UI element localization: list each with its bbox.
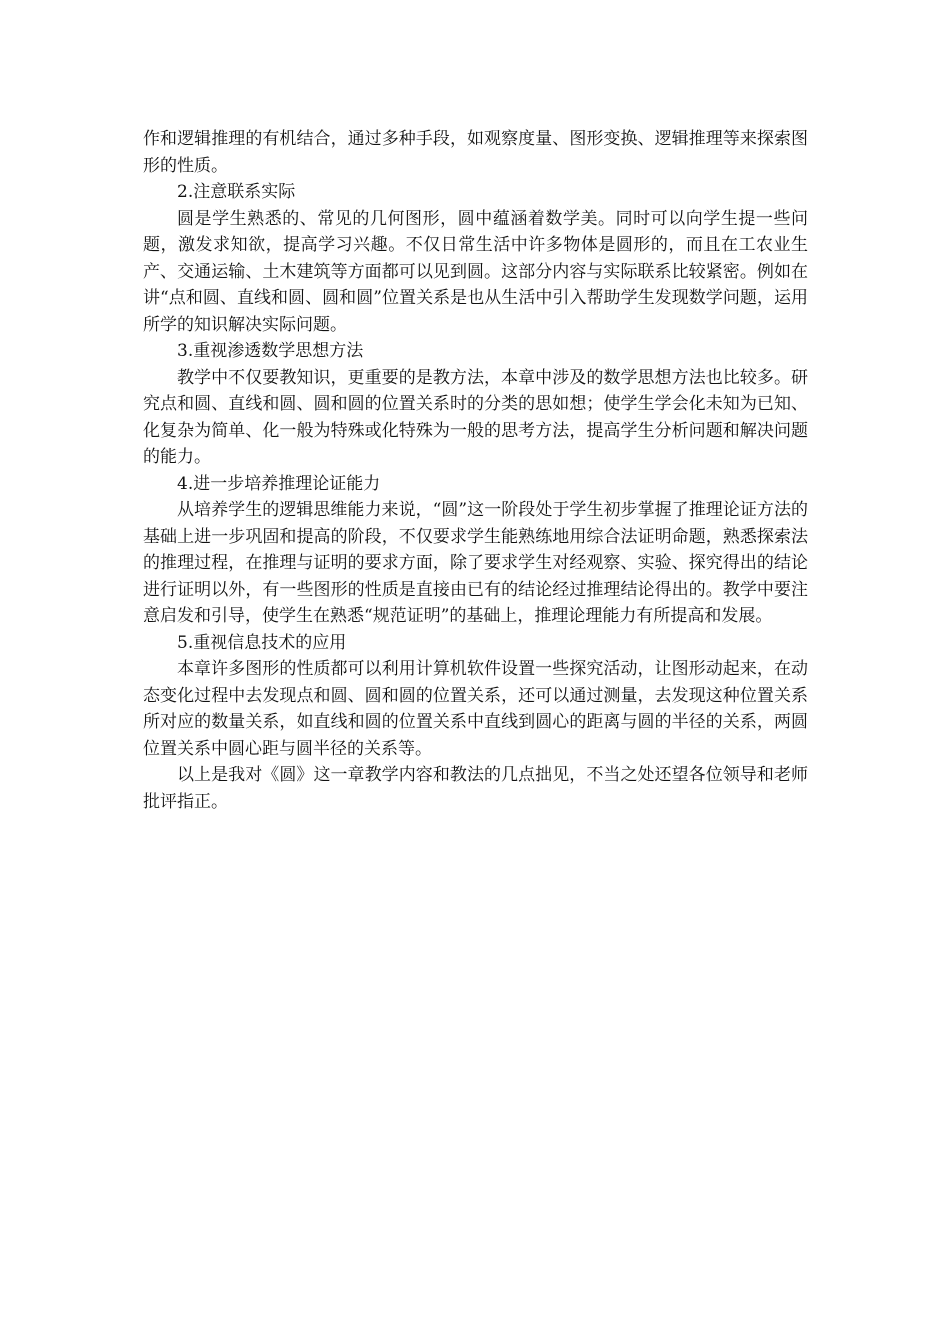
section-heading: 2.注意联系实际 (177, 182, 296, 202)
body-paragraph: 从培养学生的逻辑思维能力来说，“圆”这一阶段处于学生初步掌握了推理论证方法的基础上进一步巩固和提高的阶段，不仅要求学生能熟练地用综合法证明命题，熟悉探索法的推理过程，在推理与证明的要求方面，除了要求学生对经观察、实验、探究得出的结论进行证明以外，有一些图形的性质是直接由已有的结论经过推理结论得出的。教学中要注意启发和引导，使学生在熟悉“规范证明”的基础上，推理论理能力有所提高和发展。 (143, 500, 808, 626)
document-body (143, 126, 808, 815)
section-heading: 3.重视渗透数学思想方法 (177, 341, 364, 361)
body-paragraph: 作和逻辑推理的有机结合，通过多种手段，如观察度量、图形变换、逻辑推理等来探索图形的性质。 (143, 129, 808, 176)
section-heading: 5.重视信息技术的应用 (177, 632, 347, 653)
closing-paragraph: 以上是我对《圆》这一章教学内容和教法的几点拙见，不当之处还望各位领导和老师批评指正。 (143, 765, 808, 812)
section-heading: 4.进一步培养推理论证能力 (177, 473, 381, 494)
body-paragraph: 本章许多图形的性质都可以利用计算机软件设置一些探究活动，让图形动起来，在动态变化过程中去发现点和圆、圆和圆的位置关系，还可以通过测量，去发现这种位置关系所对应的数量关系，如直线和圆的位置关系中直线到圆心的距离与圆的半径的关系，两圆位置关系中圆心距与圆半径的关系等。 (143, 659, 808, 759)
body-paragraph: 圆是学生熟悉的、常见的几何图形，圆中蕴涵着数学美。同时可以向学生提一些问题，激发求知欲，提高学习兴趣。不仅日常生活中许多物体是圆形的，而且在工农业生产、交通运输、土木建筑等方面都可以见到圆。这部分内容与实际联系比较紧密。例如在讲“点和圆、直线和圆、圆和圆”位置关系是也从生活中引入帮助学生发现数学问题，运用所学的知识解决实际问题。 (143, 208, 808, 335)
body-paragraph: 教学中不仅要教知识，更重要的是教方法，本章中涉及的数学思想方法也比较多。研究点和圆、直线和圆、圆和圆的位置关系时的分类的思如想；使学生学会化未知为已知、化复杂为简单、化一般为特殊或化特殊为一般的思考方法，提高学生分析问题和解决问题的能力。 (143, 367, 808, 467)
